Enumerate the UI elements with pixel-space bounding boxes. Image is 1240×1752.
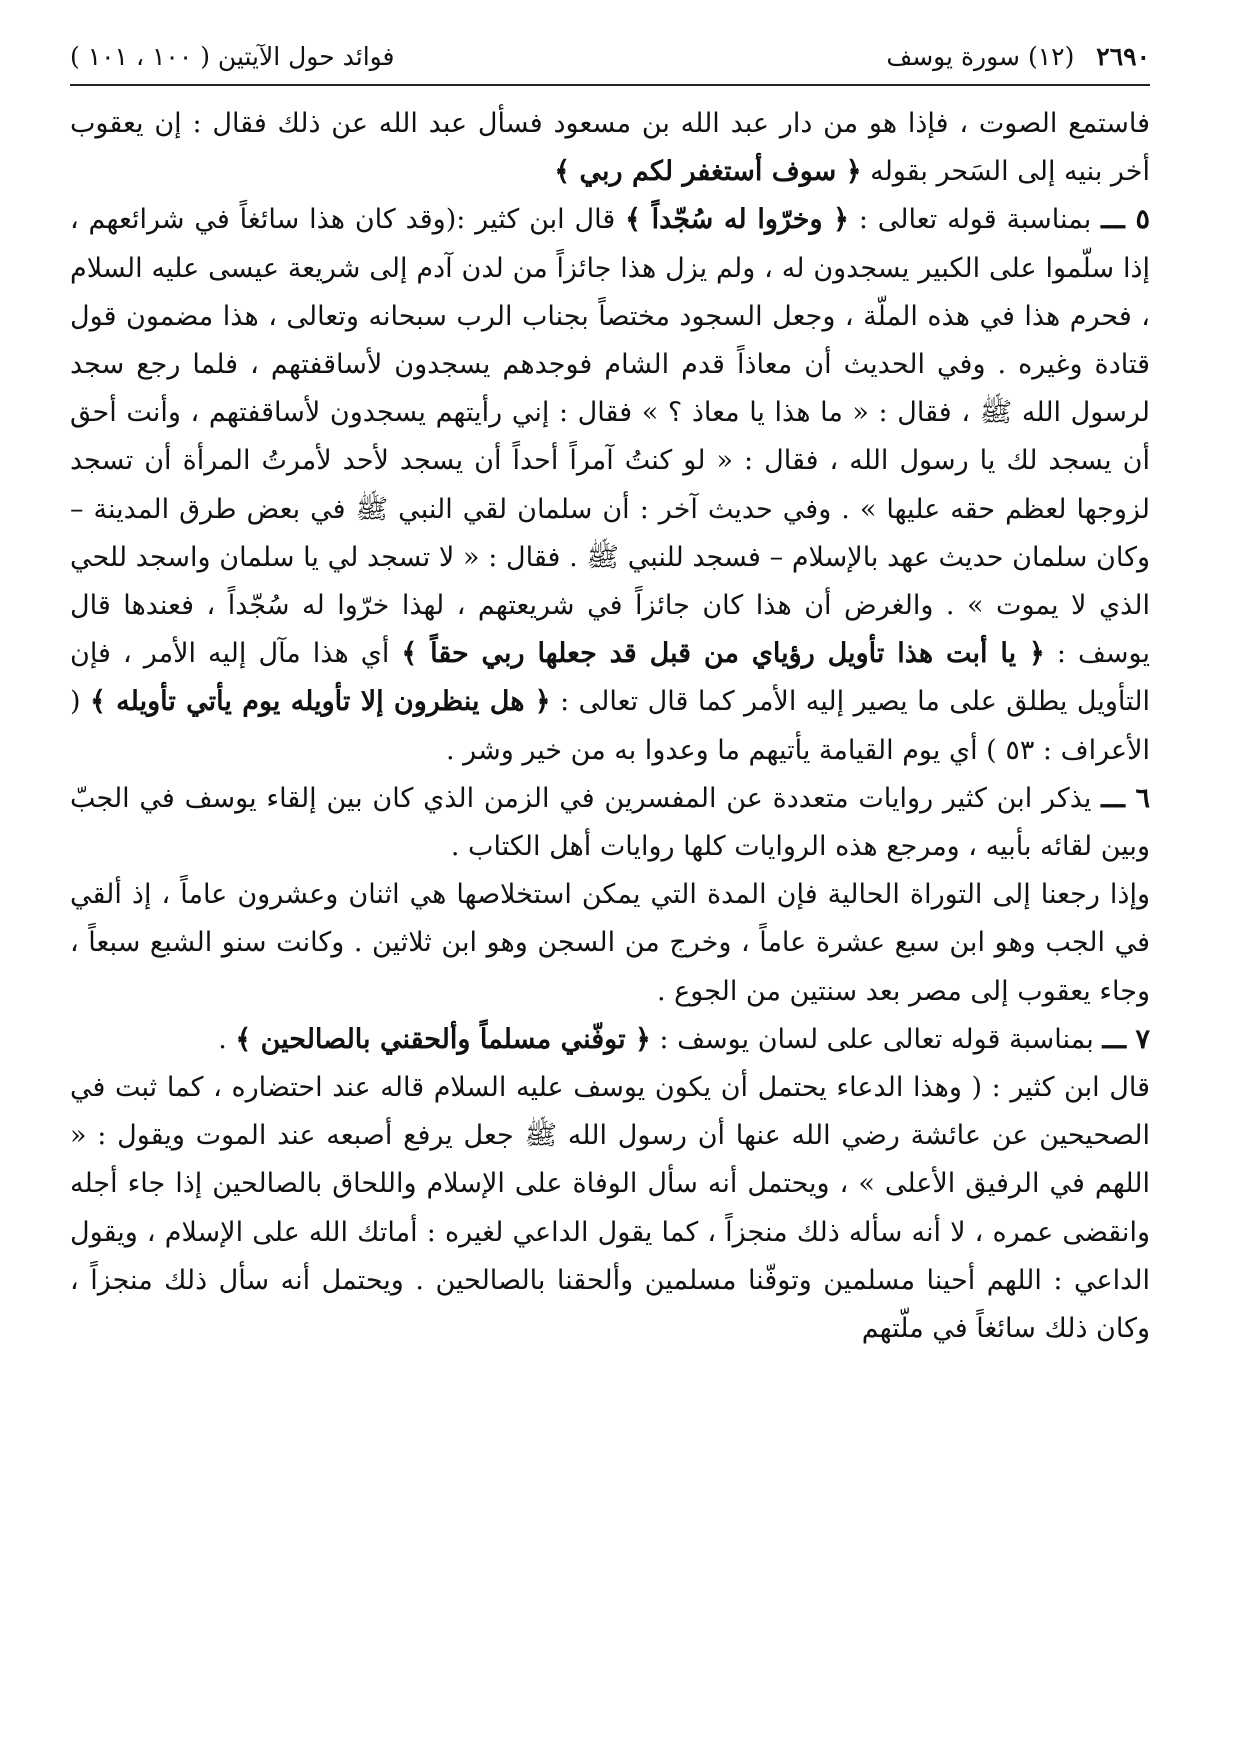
- text-segment: .: [218, 1023, 236, 1055]
- item-number: ٦ ـــ: [1101, 782, 1150, 814]
- text-segment: ( الأعراف : ٥٣ ) أي يوم القيامة يأتيهم ما وعدوا به من خير وشر .: [70, 686, 1150, 766]
- quranic-verse: ﴿ سوف أستغفر لكم ربي ﴾: [554, 156, 862, 188]
- page-number: ٢٦٩٠: [1096, 42, 1150, 71]
- text-segment: قال ابن كثير : ( وهذا الدعاء يحتمل أن يكون يوسف عليه السلام قاله عند احتضاره ، كما ثبت في الصحيحين عن عائشة رضي الله عنها أن رسول الله ﷺ جعل يرفع أصبعه عند الموت ويقول : « اللهم في الرفيق الأعلى » ، ويحتمل أنه سأل الوفاة على الإسلام واللحاق بالصالحين إذا جاء أجله وانقضى عمره ، لا أنه سأله ذلك منجزاً ، كما يقول الداعي لغيره : أماتك الله على الإسلام ، ويقول الداعي : اللهم أحينا مسلمين وتوفّنا مسلمين وألحقنا بالصالحين . ويحتمل أنه سأل ذلك منجزاً ، وكان ذلك سائغاً في ملّتهم: [70, 1072, 1150, 1345]
- text-segment: قال ابن كثير :(وقد كان هذا سائغاً في شرائعهم ، إذا سلّموا على الكبير يسجدون له ، ولم يزل هذا جائزاً من لدن آدم إلى شريعة عيسى عليه السلام ، فحرم هذا في هذه الملّة ، وجعل السجود مختصاً بجناب الرب سبحانه وتعالى ، هذا مضمون قول قتادة وغيره . وفي الحديث أن معاذاً قدم الشام فوجدهم يسجدون لأساقفتهم ، فلما رجع سجد لرسول الله ﷺ ، فقال : « ما هذا يا معاذ ؟ » فقال : إني رأيتهم يسجدون لأساقفتهم ، وأنت أحق أن يسجد لك يا رسول الله ، فقال : « لو كنتُ آمراً أحداً أن يسجد لأحد لأمرتُ المرأة أن تسجد لزوجها لعظم حقه عليها » . وفي حديث آخر : أن سلمان لقي النبي ﷺ في بعض طرق المدينة – وكان سلمان حديث عهد بالإسلام – فسجد للنبي ﷺ . فقال : « لا تسجد لي يا سلمان واسجد للحي الذي لا يموت » . والغرض أن هذا كان جائزاً في شريعتهم ، لهذا خرّوا له سُجّداً ، فعندها قال يوسف :: [70, 204, 1151, 670]
- paragraph: [70, 1064, 1150, 1353]
- paragraph: [70, 1016, 1150, 1064]
- surah-title: (١٢) سورة يوسف: [886, 42, 1075, 71]
- text-segment: بمناسبة قوله تعالى على لسان يوسف :: [650, 1023, 1103, 1055]
- item-number: ٥ ـــ: [1101, 204, 1150, 236]
- running-header: [70, 30, 1150, 86]
- book-page: [70, 30, 1150, 1730]
- item-number: ٧ ـــ: [1102, 1023, 1150, 1055]
- paragraph: [70, 196, 1150, 774]
- quranic-verse: ﴿ توفّني مسلماً وألحقني بالصالحين ﴾: [235, 1023, 651, 1055]
- paragraph: [70, 100, 1150, 196]
- text-segment: أي هذا مآل إليه الأمر ، فإن التأويل يطلق على ما يصير إليه الأمر كما قال تعالى :: [70, 638, 1151, 718]
- text-segment: بمناسبة قوله تعالى :: [848, 204, 1102, 236]
- quranic-verse: ﴿ هل ينظرون إلا تأويله يوم يأتي تأويله ﴾: [90, 686, 551, 718]
- paragraph: [70, 871, 1150, 1016]
- header-right: [886, 30, 1150, 84]
- quranic-verse: ﴿ يا أبت هذا تأويل رؤياي من قبل قد جعلها ربي حقاً ﴾: [401, 638, 1045, 670]
- section-title: فوائد حول الآيتين ( ١٠٠ ، ١٠١ ): [70, 42, 395, 71]
- body-text: [70, 100, 1150, 1353]
- paragraph: [70, 775, 1150, 871]
- text-segment: فاستمع الصوت ، فإذا هو من دار عبد الله بن مسعود فسأل عبد الله عن ذلك فقال : إن يعقوب أخر بنيه إلى السَحر بقوله: [70, 108, 1150, 188]
- text-segment: وإذا رجعنا إلى التوراة الحالية فإن المدة التي يمكن استخلاصها هي اثنان وعشرون عاماً ، إذ ألقي في الجب وهو ابن سبع عشرة عاماً ، وخرج من السجن وهو ابن ثلاثين . وكانت سنو الشبع سبعاً ، وجاء يعقوب إلى مصر بعد سنتين من الجوع .: [70, 879, 1150, 1007]
- text-segment: يذكر ابن كثير روايات متعددة عن المفسرين في الزمن الذي كان بين إلقاء يوسف في الجبّ وبين لقائه بأبيه ، ومرجع هذه الروايات كلها روايات أهل الكتاب .: [70, 782, 1150, 863]
- quranic-verse: ﴿ وخرّوا له سُجّداً ﴾: [625, 204, 849, 236]
